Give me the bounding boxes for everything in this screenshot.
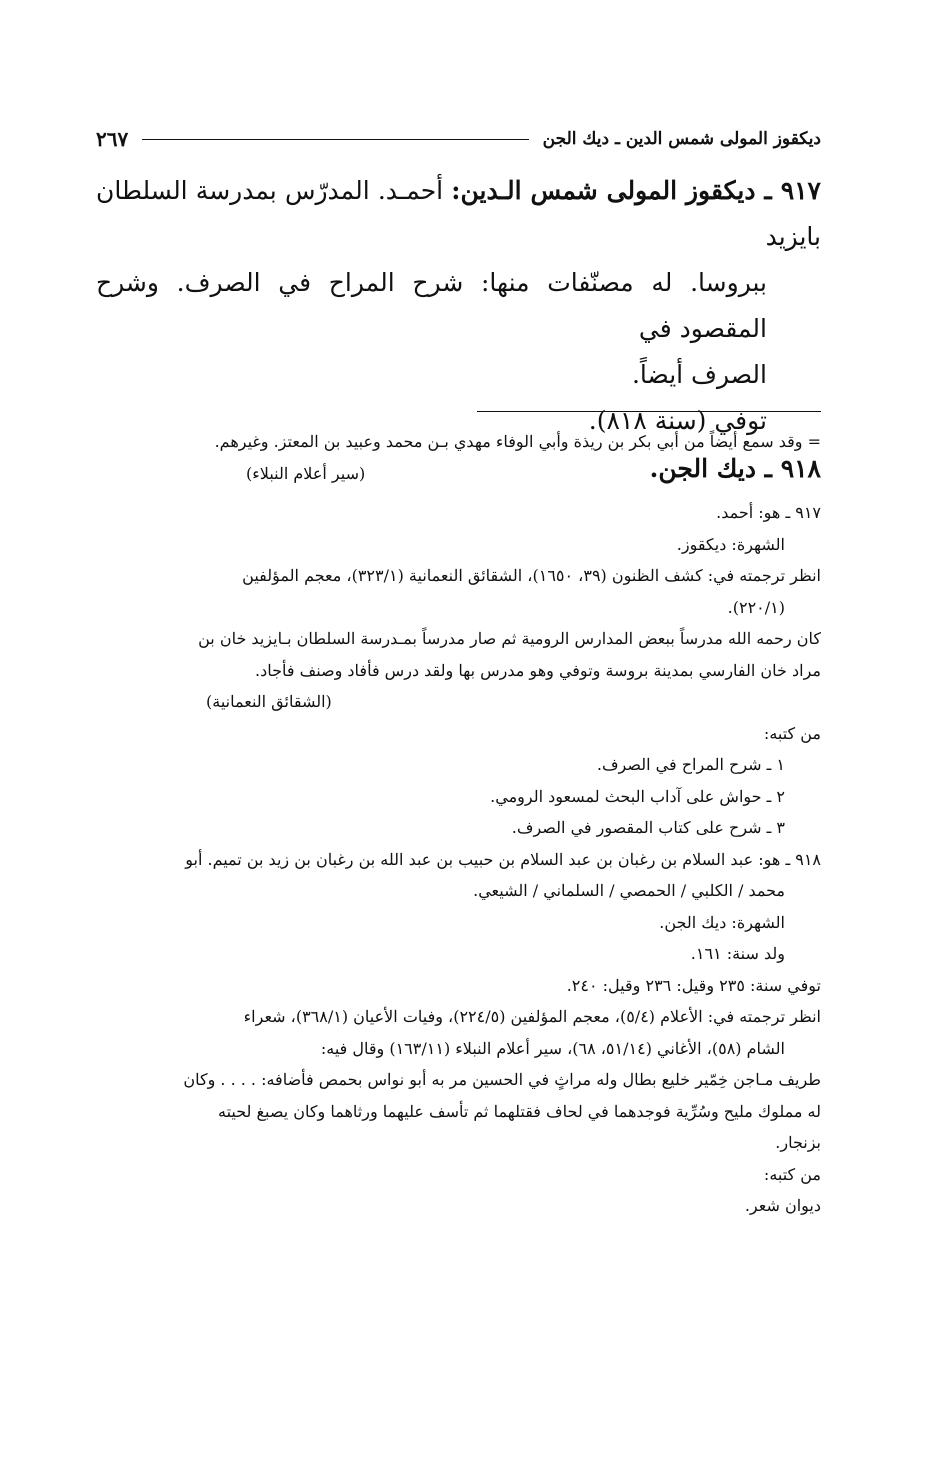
note-918-refs1: انظر ترجمته في: الأعلام (٥/٤)، معجم المؤلفين (٢٢٤/٥)، وفيات الأعيان (٣٦٨/١)، شعراء <box>243 1007 821 1026</box>
note-917-bio2: مراد خان الفارسي بمدينة بروسة وتوفي وهو مدرس بها ولقد درس فأفاد وصنف فأجاد. <box>255 660 821 680</box>
note-917-source: (الشقائق النعمانية) <box>206 692 332 711</box>
note-917-line1: ٩١٧ ـ هو: أحمد. <box>716 503 821 522</box>
entry-917-line1 <box>96 168 821 260</box>
page-header <box>96 122 821 156</box>
entry-917-line2: ببروسا. له مصنّفات منها: شرح المراح في الصرف. وشرح المقصود في <box>96 268 767 343</box>
entry-917-title: ٩١٧ ـ ديكقوز المولى شمس الـدين: <box>451 176 821 205</box>
note-917-bio1: كان رحمه الله مدرساً ببعض المدارس الرومية ثم صار مدرساً بمـدرسة السلطان بـايزيد خان بن <box>198 629 821 648</box>
note-918-line1: ٩١٨ ـ هو: عبد السلام بن رغبان بن عبد السلام بن حبيب بن عبد الله بن رغبان بن زيد بن تميم. أبو <box>185 849 821 869</box>
note-917-fame: الشهرة: ديكقوز. <box>676 534 785 554</box>
note-917-books-label: من كتبه: <box>763 723 821 743</box>
note-continued-source: (سير أعلام النبلاء) <box>246 463 366 483</box>
note-917-book-item: ٢ ـ حواش على آداب البحث لمسعود الرومي. <box>490 786 785 806</box>
entry-917 <box>96 168 821 444</box>
note-918-born: ولد سنة: ١٦١. <box>690 944 785 963</box>
note-917-refs2: (٢٢٠/١). <box>727 597 785 617</box>
note-918-quote3: بزنجار. <box>775 1133 821 1152</box>
footnote-separator <box>477 411 821 412</box>
note-917-book-item: ٣ ـ شرح على كتاب المقصور في الصرف. <box>511 818 785 837</box>
note-917-refs1: انظر ترجمته في: كشف الظنون (٣٩، ١٦٥٠)، الشقائق النعمانية (٣٢٣/١)، معجم المؤلفين <box>242 566 821 585</box>
note-918-quote1: طريف مـاجن خِمّير خليع بطال وله مراثٍ في الحسين مر به أبو نواس بحمص فأضافه: . . . . وكان <box>183 1070 821 1089</box>
note-918-fame: الشهرة: ديك الجن. <box>659 912 785 932</box>
entry-917-line3: الصرف أيضاً. <box>631 360 767 389</box>
footnotes <box>96 426 821 1222</box>
note-917-book-item: ١ ـ شرح المراح في الصرف. <box>596 755 785 774</box>
header-rule <box>142 139 528 140</box>
note-918-refs2: الشام (٥٨)، الأغاني (٥١/١٤، ٦٨)، سير أعلام النبلاء (١٦٣/١١) وقال فيه: <box>320 1038 785 1058</box>
note-918 <box>96 844 821 1222</box>
note-918-quote2: له مملوك مليح وسُرِّية فوجدهما في لحاف فقتلهما ثم تأسف عليهما ورثاهما وكان يصبغ لحيته <box>217 1101 821 1121</box>
note-continued-line: = وقد سمع أيضاً من أبي بكر بن ريذة وأبي الوفاء مهدي بـن محمد وعبيد بن المعتز. وغيرهم. <box>214 432 821 451</box>
note-918-died: توفي سنة: ٢٣٥ وقيل: ٢٣٦ وقيل: ٢٤٠. <box>566 975 821 995</box>
note-917 <box>96 497 821 844</box>
page-number: ٢٦٧ <box>96 127 129 151</box>
entry-917-line4: توفي (سنة ٨١٨). <box>588 406 767 435</box>
entry-917-line1-rest: أحمـد. المدرّس بمدرسة السلطان بايزيد <box>96 176 821 251</box>
note-918-books-label: من كتبه: <box>763 1164 821 1184</box>
note-918-line2: محمد / الكلبي / الحمصي / السلماني / الشيعي. <box>473 881 785 900</box>
note-918-book-item: ديوان شعر. <box>744 1196 821 1215</box>
running-head: ديكقوز المولى شمس الدين ـ ديك الجن <box>542 129 821 149</box>
entry-918-title: ٩١٨ ـ ديك الجن. <box>649 454 821 483</box>
